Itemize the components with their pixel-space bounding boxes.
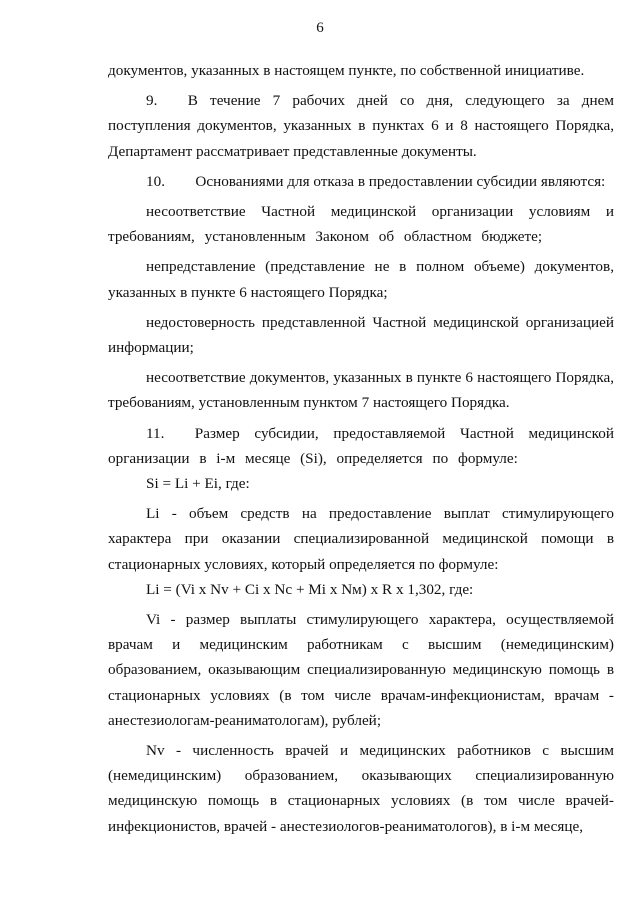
paragraph-li-definition: Li - объем средств на предоставление выплат стимулирующего характера при оказании специализированной медицинской помощи в стационарных условиях, который определяется по формуле: xyxy=(108,505,614,573)
paragraph-nv-definition: Nv - численность врачей и медицинских работников с высшим (немедицинским) образованием, оказывающих специализированную медицинскую помощь в стационарных условиях (в том числе врачей-инфекционистов, врачей - анестезиологов-реаниматологов), в i-м месяце, xyxy=(108,742,614,835)
paragraph-item-9: 9. В течение 7 рабочих дней со дня, следующего за днем поступления документов, указанных в пунктах 6 и 8 настоящего Порядка, Департамент рассматривает представленные документы. xyxy=(108,92,614,160)
paragraph-vi-definition: Vi - размер выплаты стимулирующего характера, осуществляемой врачам и медицинским работникам с высшим (немедицинским) образованием, оказывающим специализированную медицинскую помощь в стационарных условиях (в том числе врачам-инфекционистам, врачам - анестезиологам-реаниматологам), рублей; xyxy=(108,611,614,729)
paragraph-refusal-reason-3: недостоверность представленной Частной медицинской организацией информации; xyxy=(108,313,614,357)
paragraph-refusal-reason-2: непредставление (представление не в полном объеме) документов, указанных в пункте 6 настоящего Порядка; xyxy=(108,258,614,301)
paragraph-item-10: 10. Основаниями для отказа в предоставлении субсидии являются: xyxy=(146,172,606,190)
paragraph-item-11: 11. Размер субсидии, предоставляемой Частной медицинской организации в i-м месяце (Si), определяется по формуле: xyxy=(108,424,614,467)
document-body xyxy=(108,58,614,839)
paragraph-refusal-reason-4: несоответствие документов, указанных в пункте 6 настоящего Порядка, требованиям, установленным пунктом 7 настоящего Порядка. xyxy=(108,369,614,412)
formula-li: Li = (Vi x Nv + Ci x Nc + Mi x Nм) x R x 1,302, где: xyxy=(146,580,474,598)
page-number: 6 xyxy=(316,20,324,36)
paragraph-continuation: документов, указанных в настоящем пункте, по собственной инициативе. xyxy=(108,62,585,79)
formula-si: Si = Li + Ei, где: xyxy=(146,475,250,493)
paragraph-refusal-reason-1: несоответствие Частной медицинской организации условиям и требованиям, установленным Законом об областном бюджете; xyxy=(108,203,614,246)
